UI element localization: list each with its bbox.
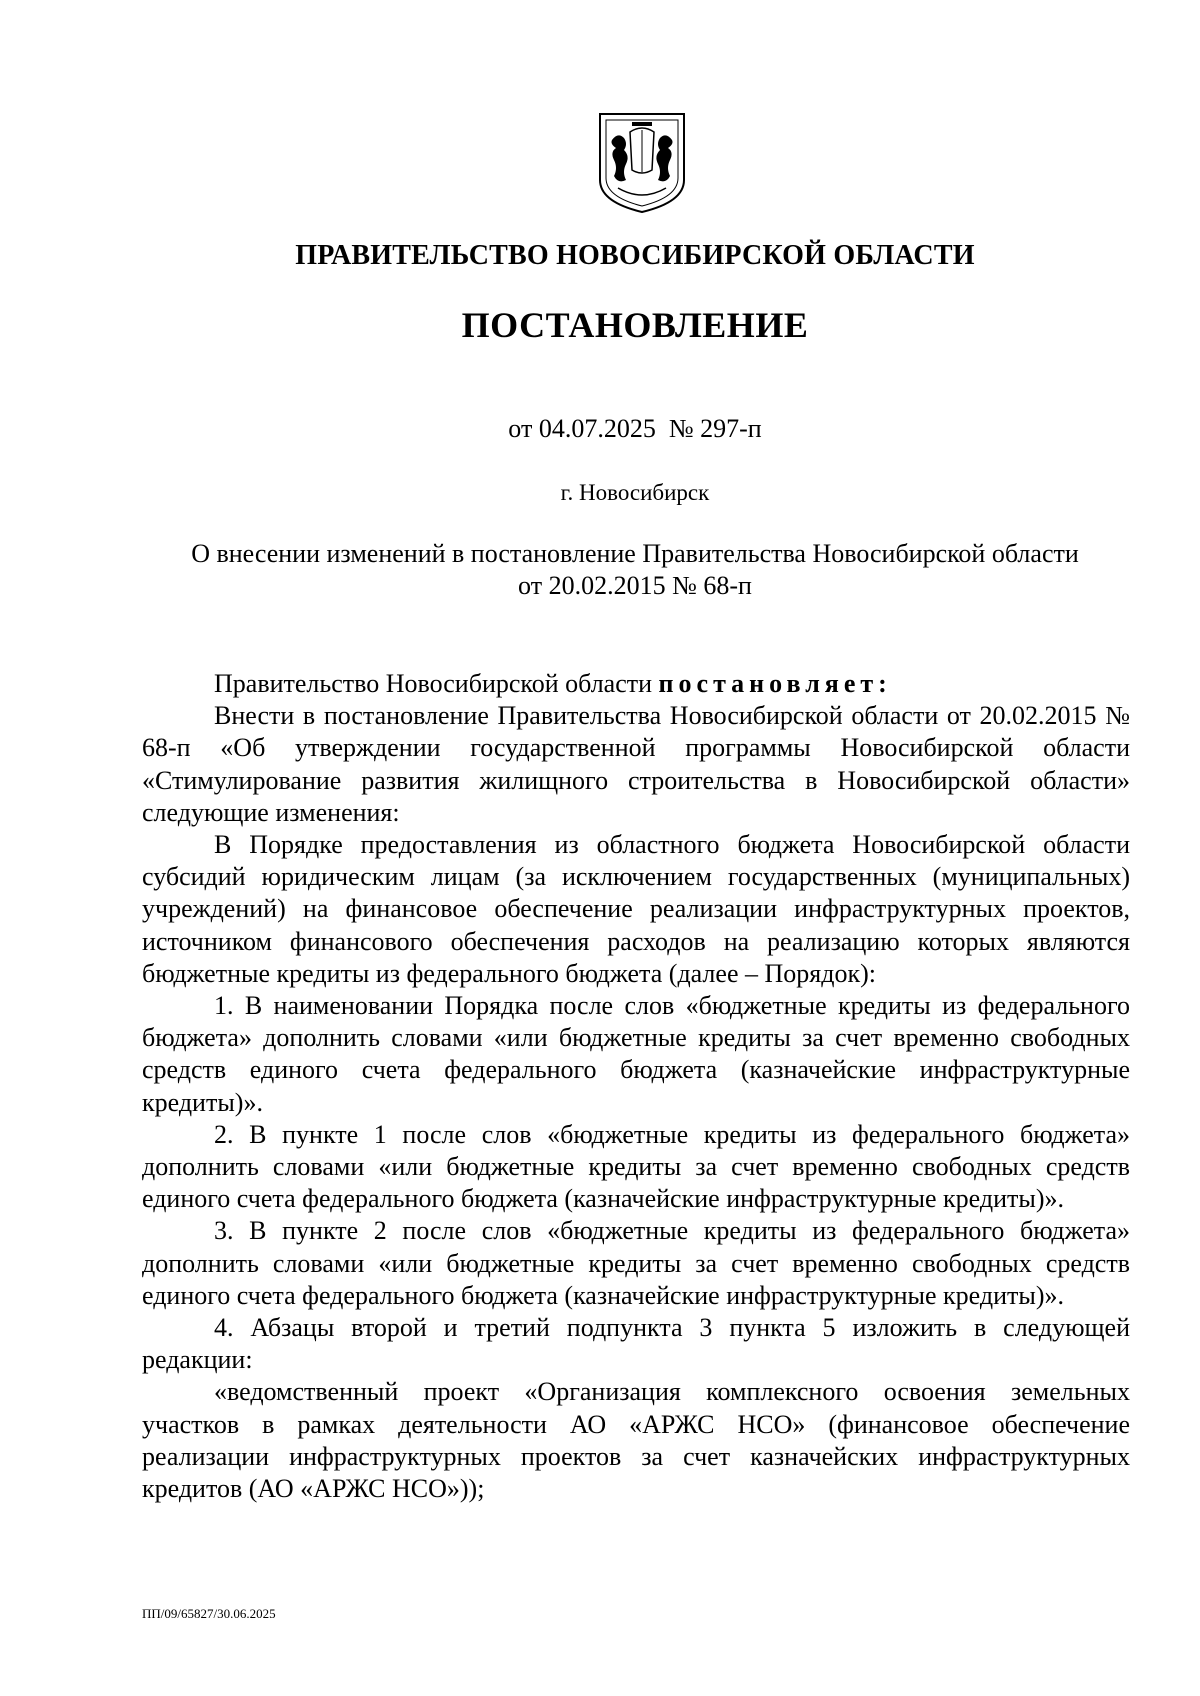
document-body [142, 668, 1130, 1505]
city-name: г. Новосибирск [560, 480, 710, 505]
body-paragraph: Внести в постановление Правительства Новосибирской области от 20.02.2015 № 68-п «Об утверждении государственной программы Новосибирской области «Стимулирование развития жилищного строительства в Новосибирской области» следующие изменения: [142, 701, 1130, 827]
body-paragraph: 4. Абзацы второй и третий подпункта 3 пункта 5 изложить в следующей редакции: [142, 1313, 1130, 1375]
preamble-text: Правительство Новосибирской области [214, 669, 659, 698]
date-and-number: от 04.07.2025 № 297-п [508, 414, 762, 443]
coat-of-arms-icon [596, 110, 688, 215]
body-paragraph: В Порядке предоставления из областного бюджета Новосибирской области субсидий юридическим лицам (за исключением государственных (муниципальных) учреждений) на финансовое обеспечение реализации инфраструктурных проектов, источником финансового обеспечения расходов на реализацию которых являются бюджетные кредиты из федерального бюджета (далее – Порядок): [142, 830, 1130, 988]
body-paragraph: 1. В наименовании Порядка после слов «бюджетные кредиты из федерального бюджета» дополнить словами «или бюджетные кредиты за счет временно свободных средств единого счета федерального бюджета (казначейские инфраструктурные кредиты)». [142, 991, 1130, 1117]
body-paragraph: «ведомственный проект «Организация комплексного освоения земельных участков в рамках деятельности АО «АРЖС НСО» (финансовое обеспечение реализации инфраструктурных проектов за счет казначейских инфраструктурных кредитов (АО «АРЖС НСО»)); [142, 1377, 1130, 1504]
preamble-decree: постановляет: [658, 669, 892, 698]
body-paragraph: 2. В пункте 1 после слов «бюджетные кредиты из федерального бюджета» дополнить словами «или бюджетные кредиты за счет временно свободных средств единого счета федерального бюджета (казначейские инфраструктурные кредиты)». [142, 1119, 1130, 1214]
document-subject: О внесении изменений в постановление Правительства Новосибирской области от 20.02.2015 № 68-п [191, 539, 1079, 600]
document-code: ПП/09/65827/30.06.2025 [142, 1606, 276, 1621]
organization-title: ПРАВИТЕЛЬСТВО НОВОСИБИРСКОЙ ОБЛАСТИ [295, 240, 975, 271]
body-paragraph: 3. В пункте 2 после слов «бюджетные кредиты из федерального бюджета» дополнить словами «или бюджетные кредиты за счет временно свободных средств единого счета федерального бюджета (казначейские инфраструктурные кредиты)». [142, 1216, 1130, 1310]
preamble-paragraph [142, 668, 1130, 700]
document-type-title: ПОСТАНОВЛЕНИЕ [461, 305, 809, 345]
